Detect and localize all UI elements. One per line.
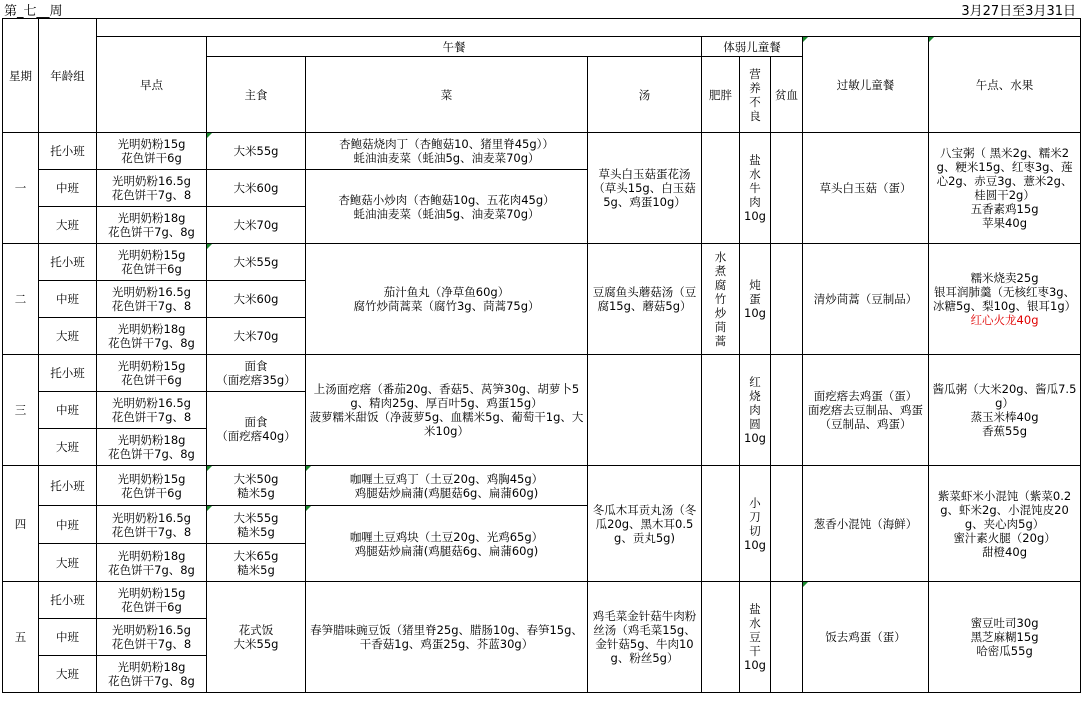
dish-cell: 茄汁鱼丸（净草鱼60g） 腐竹炒茼蒿菜（腐竹3g、茼蒿75g） [306,244,588,355]
breakfast-cell: 光明奶粉15g 花色饼干6g [97,133,207,170]
header-blank-row [97,19,1081,37]
age-group-cell: 托小班 [39,244,97,281]
afternoon-cell [929,244,1081,355]
staple-cell: 大米60g [207,170,306,207]
soup-cell: 豆腐鱼头蘑菇汤（豆腐15g、蘑菇5g） [588,244,702,355]
malnutrition-cell: 盐 水 牛 肉 10g [740,133,771,244]
age-group-cell: 托小班 [39,466,97,506]
dish-cell: 杏鲍菇烧肉丁（杏鲍菇10、猪里脊45g）） 蚝油油麦菜（蚝油5g、油麦菜70g） [306,133,588,170]
obese-cell [702,466,740,582]
breakfast-cell: 光明奶粉18g 花色饼干7g、8g [97,544,207,582]
soup-cell [588,355,702,466]
col-dishes: 菜 [306,57,588,133]
breakfast-cell: 光明奶粉18g 花色饼干7g、8g [97,429,207,466]
afternoon-snack-text: 糯米烧卖25g 银耳润肺羹（无核红枣3g、冰糖5g、梨10g、银耳1g） [932,271,1077,313]
sheet-top-line [0,0,1082,18]
obese-cell: 水 煮 腐 竹 炒 茼 蒿 [702,244,740,355]
age-group-cell: 中班 [39,392,97,429]
malnutrition-cell: 炖 蛋 10g [740,244,771,355]
col-soup: 汤 [588,57,702,133]
afternoon-cell: 蜜豆吐司30g 黑芝麻糊15g 哈密瓜55g [929,582,1081,693]
col-anemia: 贫血 [771,57,803,133]
day-cell: 二 [3,244,39,355]
breakfast-cell: 光明奶粉18g 花色饼干7g、8g [97,318,207,355]
breakfast-cell: 光明奶粉15g 花色饼干6g [97,466,207,506]
dish-cell: 咖喱土豆鸡块（土豆20g、光鸡65g） 鸡腿菇炒扁蒲(鸡腿菇6g、扁蒲60g) [306,506,588,582]
weekly-menu-table [2,18,1081,693]
breakfast-cell: 光明奶粉18g 花色饼干7g、8g [97,656,207,693]
breakfast-cell: 光明奶粉15g 花色饼干6g [97,355,207,392]
staple-cell: 面食 （面疙瘩40g） [207,392,306,466]
staple-cell: 大米70g [207,207,306,244]
age-group-cell: 中班 [39,170,97,207]
staple-cell: 大米70g [207,318,306,355]
breakfast-cell: 光明奶粉15g 花色饼干6g [97,244,207,281]
breakfast-cell: 光明奶粉16.5g 花色饼干7g、8 [97,281,207,318]
allergy-cell: 饭去鸡蛋（蛋） [803,582,929,693]
col-breakfast: 早点 [97,37,207,133]
allergy-cell: 面疙瘩去鸡蛋（蛋） 面疙瘩去豆制品、鸡蛋（豆制品、鸡蛋） [803,355,929,466]
day-cell: 五 [3,582,39,693]
breakfast-cell: 光明奶粉16.5g 花色饼干7g、8 [97,506,207,544]
age-group-cell: 中班 [39,619,97,656]
age-group-cell: 托小班 [39,133,97,170]
malnutrition-cell: 盐 水 豆 干 10g [740,582,771,693]
staple-cell: 大米55g 糙米5g [207,506,306,544]
dish-cell: 春笋腊味豌豆饭（猪里脊25g、腊肠10g、春笋15g、干香菇1g、鸡蛋25g、芥蓝30g） [306,582,588,693]
age-group-cell: 大班 [39,544,97,582]
malnutrition-cell: 小 刀 切 10g [740,466,771,582]
anemia-cell [771,355,803,466]
dish-cell: 上汤面疙瘩（番茄20g、香菇5、莴笋30g、胡萝卜5g、精肉25g、厚百叶5g、鸡蛋15g） 菠萝糯米甜饭（净菠萝5g、血糯米5g、葡萄干1g、大米10g） [306,355,588,466]
anemia-cell [771,133,803,244]
col-allergy: 过敏儿童餐 [803,37,929,133]
col-staple: 主食 [207,57,306,133]
soup-cell: 鸡毛菜金针菇牛肉粉丝汤（鸡毛菜15g、金针菇5g、牛肉10g、粉丝5g） [588,582,702,693]
anemia-cell [771,244,803,355]
breakfast-cell: 光明奶粉15g 花色饼干6g [97,582,207,619]
day-cell: 四 [3,466,39,582]
day-cell: 一 [3,133,39,244]
allergy-cell: 清炒茼蒿（豆制品） [803,244,929,355]
staple-cell: 花式饭 大米55g [207,582,306,693]
col-age-group: 年龄组 [39,19,97,133]
col-lunch: 午餐 [207,37,702,57]
staple-cell: 大米55g [207,133,306,170]
obese-cell [702,582,740,693]
afternoon-cell: 紫菜虾米小混饨（紫菜0.2g、虾米2g、小混饨皮20g、夹心肉5g） 蜜汁素火腿（20g） 甜橙40g [929,466,1081,582]
breakfast-cell: 光明奶粉18g 花色饼干7g、8g [97,207,207,244]
col-obese: 肥胖 [702,57,740,133]
week-label: 第_七__周 [4,4,63,19]
dish-cell: 杏鲍菇小炒肉（杏鲍菇10g、五花肉45g） 蚝油油麦菜（蚝油5g、油麦菜70g） [306,170,588,244]
soup-cell: 冬瓜木耳贡丸汤（冬瓜20g、黑木耳0.5g、贡丸5g) [588,466,702,582]
staple-cell: 大米65g 糙米5g [207,544,306,582]
breakfast-cell: 光明奶粉16.5g 花色饼干7g、8 [97,392,207,429]
breakfast-cell: 光明奶粉16.5g 花色饼干7g、8 [97,170,207,207]
afternoon-cell: 酱瓜粥（大米20g、酱瓜7.5g） 蒸玉米棒40g 香蕉55g [929,355,1081,466]
obese-cell [702,355,740,466]
staple-cell: 大米60g [207,281,306,318]
date-range: 3月27日至3月31日 [961,4,1076,19]
age-group-cell: 中班 [39,281,97,318]
afternoon-cell: 八宝粥（ 黑米2g、糯米2g、粳米15g、红枣3g、莲心2g、赤豆3g、薏米2g、桂圆干2g） 五香素鸡15g 苹果40g [929,133,1081,244]
afternoon-fruit-text: 红心火龙40g [970,313,1039,327]
staple-cell: 面食 （面疙瘩35g） [207,355,306,392]
allergy-cell: 葱香小混饨（海鲜） [803,466,929,582]
allergy-cell: 草头白玉菇（蛋） [803,133,929,244]
age-group-cell: 大班 [39,656,97,693]
age-group-cell: 大班 [39,318,97,355]
col-weak-group: 体弱儿童餐 [702,37,803,57]
staple-cell: 大米55g [207,244,306,281]
dish-cell: 咖喱土豆鸡丁（土豆20g、鸡胸45g） 鸡腿菇炒扁蒲(鸡腿菇6g、扁蒲60g) [306,466,588,506]
col-afternoon: 午点、水果 [929,37,1081,133]
breakfast-cell: 光明奶粉16.5g 花色饼干7g、8 [97,619,207,656]
col-day: 星期 [3,19,39,133]
soup-cell: 草头白玉菇蛋花汤（草头15g、白玉菇5g、鸡蛋10g） [588,133,702,244]
age-group-cell: 大班 [39,207,97,244]
staple-cell: 大米50g 糙米5g [207,466,306,506]
day-cell: 三 [3,355,39,466]
age-group-cell: 托小班 [39,355,97,392]
age-group-cell: 中班 [39,506,97,544]
age-group-cell: 大班 [39,429,97,466]
anemia-cell [771,582,803,693]
age-group-cell: 托小班 [39,582,97,619]
anemia-cell [771,466,803,582]
malnutrition-cell: 红 烧 肉 圆 10g [740,355,771,466]
col-malnutrition: 营养不良 [740,57,771,133]
obese-cell [702,133,740,244]
